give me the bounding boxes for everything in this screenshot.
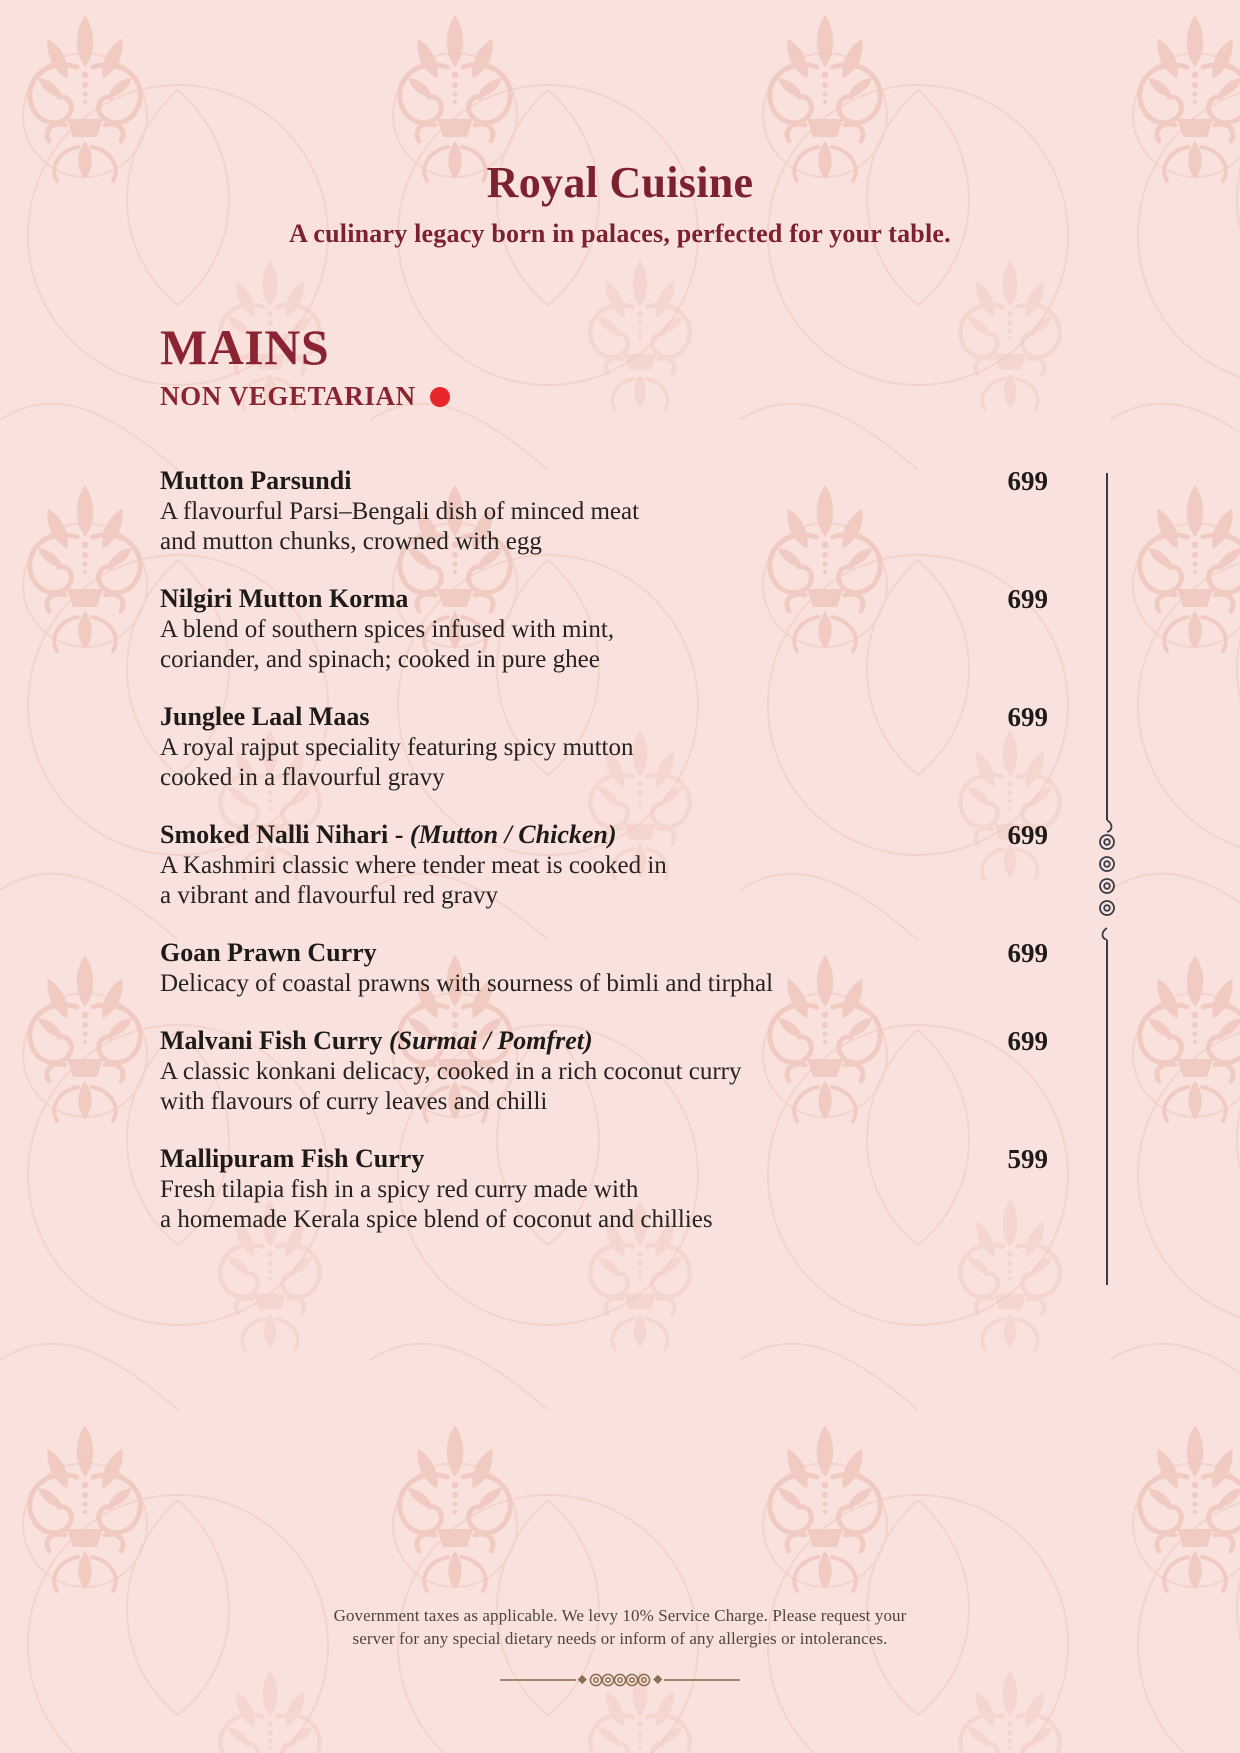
item-description-line: A royal rajput speciality featuring spicy mutton [160,734,634,761]
item-description-line: Delicacy of coastal prawns with sourness of bimli and tirphal [160,970,774,997]
menu-item [160,1143,1048,1235]
item-price: 699 [1007,820,1048,850]
footer-note-line2: server for any special dietary needs or inform of any allergies or intolerances. [352,1629,888,1648]
page-subtitle: A culinary legacy born in palaces, perfected for your table. [289,218,951,248]
item-name: Smoked Nalli Nihari - (Mutton / Chicken) [160,820,617,849]
item-description-line: A flavourful Parsi–Bengali dish of minced meat [160,498,640,525]
item-price: 699 [1007,938,1048,968]
item-description-line: Fresh tilapia fish in a spicy red curry made with [160,1176,639,1203]
item-description-line: coriander, and spinach; cooked in pure ghee [160,646,600,673]
item-description-line: a vibrant and flavourful red gravy [160,882,499,909]
page-title: Royal Cuisine [486,158,754,207]
menu-item [160,937,1048,999]
vertical-rule [1106,473,1108,820]
item-price: 699 [1007,1026,1048,1056]
item-description-line: a homemade Kerala spice blend of coconut and chillies [160,1206,713,1233]
item-name: Malvani Fish Curry (Surmai / Pomfret) [160,1026,593,1055]
item-name: Nilgiri Mutton Korma [160,584,409,613]
item-description-line: A Kashmiri classic where tender meat is cooked in [160,852,667,879]
item-description-line: with flavours of curry leaves and chilli [160,1088,548,1115]
item-price: 599 [1007,1144,1048,1174]
item-price: 699 [1007,702,1048,732]
menu-list [160,465,1048,1261]
item-name-note: (Surmai / Pomfret) [388,1026,593,1055]
footer-note [0,1604,1240,1650]
non-veg-indicator-dot [430,387,450,407]
item-name: Mutton Parsundi [160,466,352,495]
menu-item [160,701,1048,793]
item-name: Junglee Laal Maas [160,702,370,731]
menu-item [160,465,1048,557]
section-subtitle [160,381,450,412]
vertical-rule [1106,940,1108,1285]
footer-note-line1: Government taxes as applicable. We levy 10% Service Charge. Please request your [333,1606,907,1625]
item-name-note: (Mutton / Chicken) [409,820,617,849]
menu-item [160,1025,1048,1117]
item-description-line: cooked in a flavourful gravy [160,764,445,791]
scroll-ornament-icon [1093,820,1121,940]
item-description-line: and mutton chunks, crowned with egg [160,528,542,555]
item-name: Mallipuram Fish Curry [160,1144,425,1173]
section-subtitle-label: NON VEGETARIAN [160,381,416,411]
flourish-divider-icon [500,1672,740,1688]
item-description-line: A blend of southern spices infused with mint, [160,616,615,643]
item-description-line: A classic konkani delicacy, cooked in a rich coconut curry [160,1058,742,1085]
section-title: MAINS [160,319,330,375]
menu-item [160,819,1048,911]
item-price: 699 [1007,584,1048,614]
item-price: 699 [1007,466,1048,496]
item-name: Goan Prawn Curry [160,938,377,967]
menu-item [160,583,1048,675]
